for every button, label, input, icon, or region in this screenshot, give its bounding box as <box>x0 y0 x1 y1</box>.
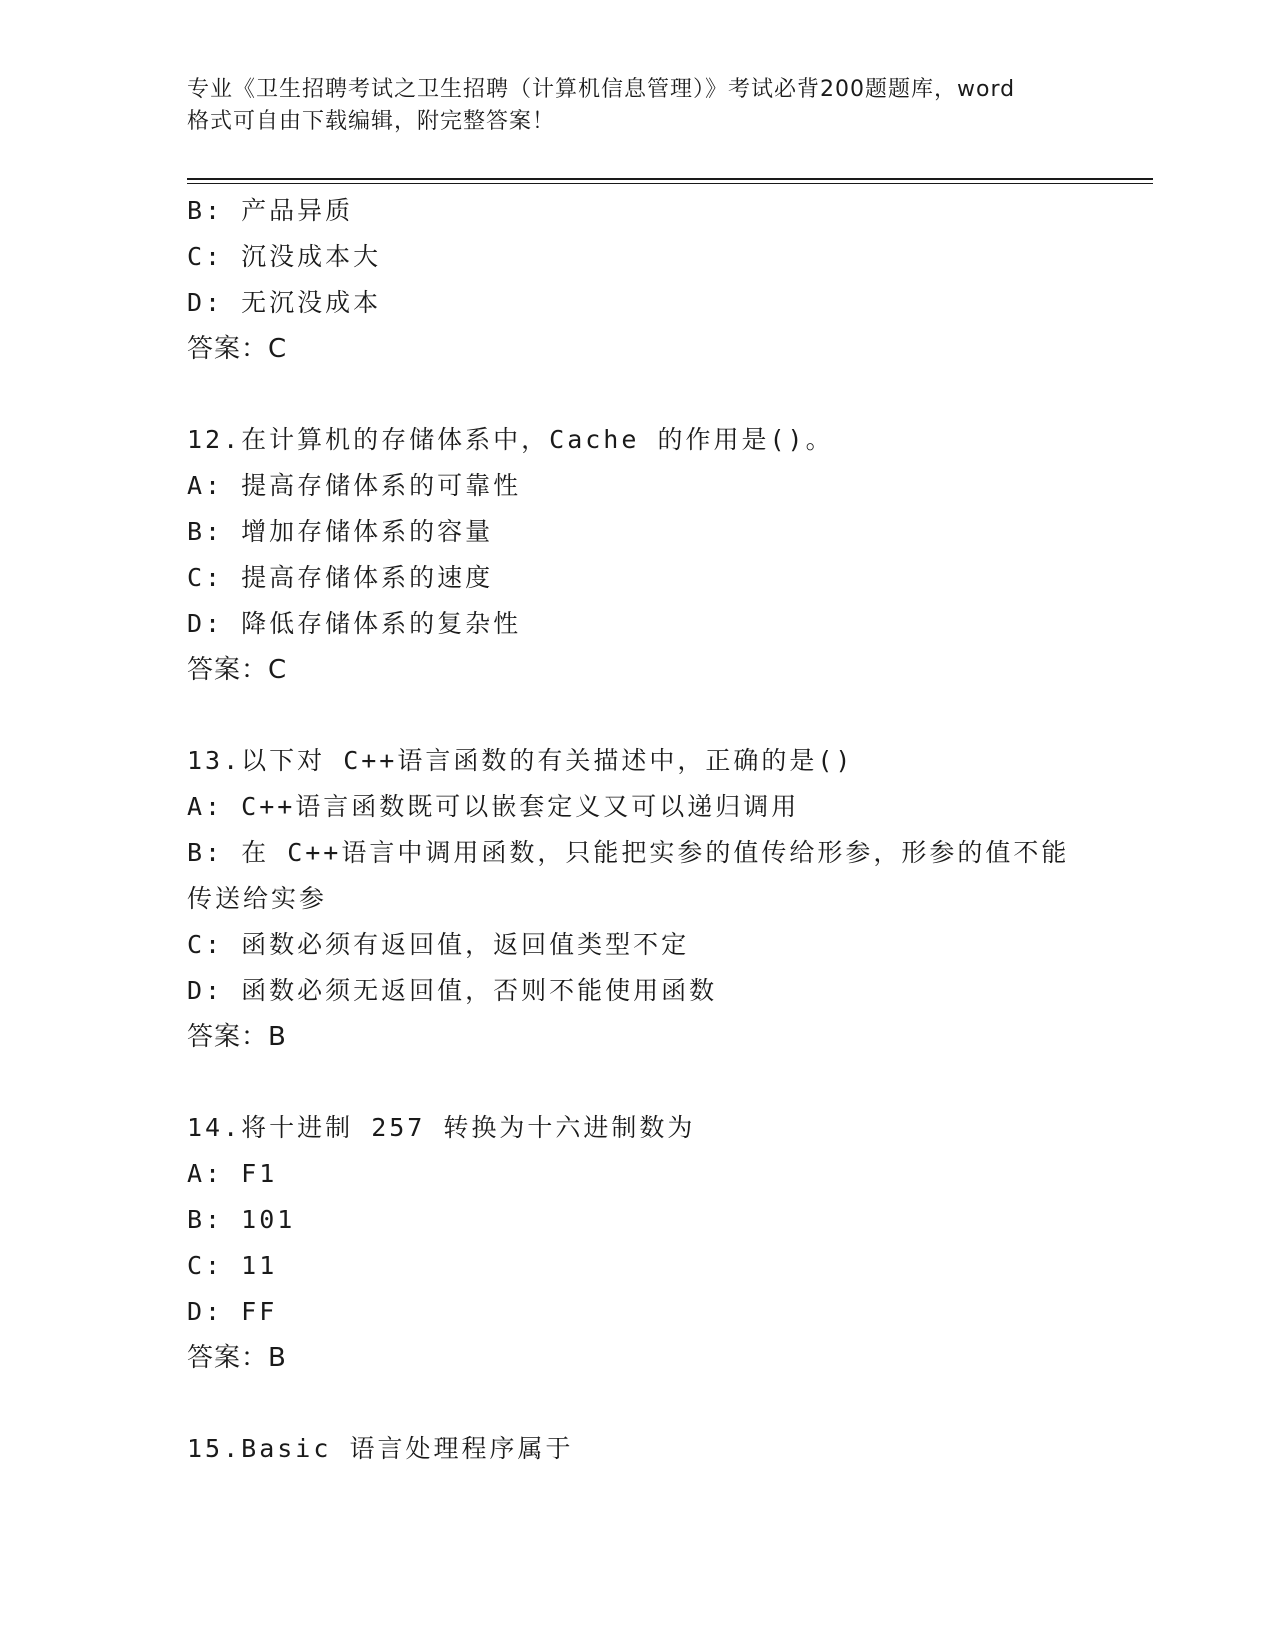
spacer <box>187 1060 1107 1105</box>
option-d: D: 无沉没成本 <box>187 288 382 317</box>
question-list <box>187 188 1107 1472</box>
answer-label: 答案：C <box>187 334 288 364</box>
question-text: 12.在计算机的存储体系中，Cache 的作用是()。 <box>187 425 834 454</box>
answer-label: 答案：C <box>187 655 288 685</box>
question-block-15 <box>187 1426 1107 1472</box>
option-d: D: FF <box>187 1297 278 1326</box>
question-text: 13.以下对 C++语言函数的有关描述中，正确的是() <box>187 746 854 775</box>
option-b: B: 产品异质 <box>187 196 354 225</box>
spacer <box>187 372 1107 417</box>
option-a: A: 提高存储体系的可靠性 <box>187 471 522 500</box>
option-b: B: 增加存储体系的容量 <box>187 517 494 546</box>
option-c: C: 沉没成本大 <box>187 242 382 271</box>
option-c: C: 函数必须有返回值，返回值类型不定 <box>187 930 690 959</box>
question-text: 15.Basic 语言处理程序属于 <box>187 1434 574 1463</box>
question-block-13 <box>187 738 1107 1060</box>
option-d: D: 降低存储体系的复杂性 <box>187 609 522 638</box>
question-block-11 <box>187 188 1107 372</box>
question-block-14 <box>187 1105 1107 1381</box>
answer-label: 答案：B <box>187 1343 287 1373</box>
header-divider-thin <box>187 183 1153 184</box>
header-line-1: 专业《卫生招聘考试之卫生招聘（计算机信息管理）》考试必背200题题库，word <box>187 77 1016 102</box>
document-header <box>187 74 1087 138</box>
option-b: B: 在 C++语言中调用函数，只能把实参的值传给形参，形参的值不能 <box>187 838 1070 867</box>
option-b-continued: 传送给实参 <box>187 884 328 913</box>
option-c: C: 11 <box>187 1251 278 1280</box>
question-text: 14.将十进制 257 转换为十六进制数为 <box>187 1113 696 1142</box>
option-d: D: 函数必须无返回值，否则不能使用函数 <box>187 976 718 1005</box>
option-c: C: 提高存储体系的速度 <box>187 563 494 592</box>
question-block-12 <box>187 417 1107 693</box>
header-divider-thick <box>187 178 1153 180</box>
header-line-2: 格式可自由下载编辑，附完整答案！ <box>187 109 556 134</box>
spacer <box>187 1381 1107 1426</box>
answer-label: 答案：B <box>187 1022 287 1052</box>
option-b: B: 101 <box>187 1205 296 1234</box>
option-a: A: F1 <box>187 1159 278 1188</box>
spacer <box>187 693 1107 738</box>
option-a: A: C++语言函数既可以嵌套定义又可以递归调用 <box>187 792 800 821</box>
